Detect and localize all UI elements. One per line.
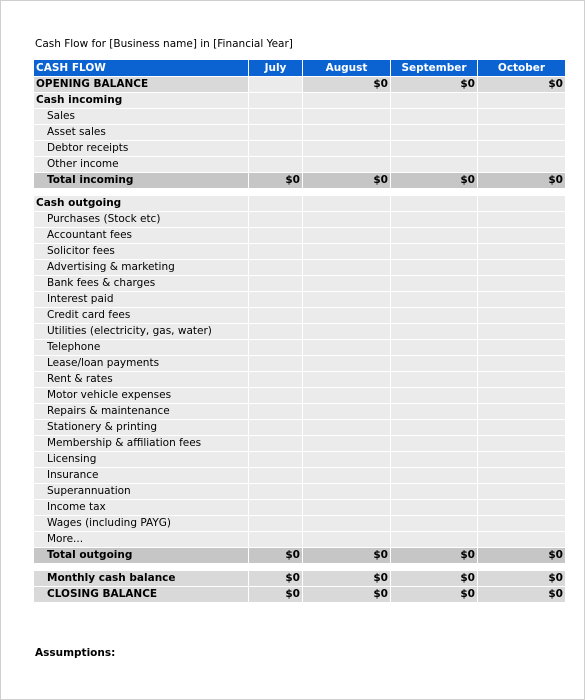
value-cell[interactable] — [249, 516, 303, 532]
incoming-heading: Cash incoming — [34, 93, 249, 109]
assumptions-label: Assumptions: — [35, 647, 116, 659]
month-header: September — [391, 60, 478, 77]
value-cell[interactable] — [391, 125, 478, 141]
value-cell[interactable] — [303, 340, 391, 356]
closing-row — [34, 587, 566, 603]
value-cell[interactable] — [303, 388, 391, 404]
value-cell[interactable] — [478, 468, 566, 484]
value-cell[interactable] — [391, 340, 478, 356]
value-cell[interactable] — [391, 420, 478, 436]
value-cell[interactable] — [303, 500, 391, 516]
monthly-cell[interactable]: $0 — [391, 571, 478, 587]
value-cell[interactable] — [391, 212, 478, 228]
line-item-label: Insurance — [34, 468, 249, 484]
value-cell[interactable] — [303, 356, 391, 372]
value-cell[interactable] — [391, 228, 478, 244]
blank-cell[interactable] — [391, 93, 478, 109]
line-item-label: Income tax — [34, 500, 249, 516]
total-cell[interactable]: $0 — [249, 173, 303, 189]
value-cell[interactable] — [249, 125, 303, 141]
value-cell[interactable] — [249, 404, 303, 420]
value-cell[interactable] — [249, 324, 303, 340]
outgoing-total-row — [34, 548, 566, 564]
line-item-row — [34, 212, 566, 228]
spacer-cell — [34, 564, 249, 571]
value-cell[interactable] — [478, 532, 566, 548]
value-cell[interactable] — [249, 228, 303, 244]
value-cell[interactable] — [249, 260, 303, 276]
value-cell[interactable] — [478, 340, 566, 356]
value-cell[interactable] — [478, 372, 566, 388]
value-cell[interactable] — [303, 141, 391, 157]
month-header: October — [478, 60, 566, 77]
line-item-label: Utilities (electricity, gas, water) — [34, 324, 249, 340]
header-row — [34, 60, 566, 77]
line-item-row — [34, 276, 566, 292]
value-cell[interactable] — [391, 452, 478, 468]
value-cell[interactable] — [303, 324, 391, 340]
value-cell[interactable] — [249, 420, 303, 436]
line-item-label: Lease/loan payments — [34, 356, 249, 372]
outgoing-heading-row — [34, 196, 566, 212]
value-cell[interactable] — [303, 228, 391, 244]
spacer-row — [34, 564, 566, 571]
line-item-row — [34, 324, 566, 340]
value-cell[interactable] — [478, 324, 566, 340]
monthly-cell[interactable]: $0 — [478, 571, 566, 587]
total-cell[interactable]: $0 — [303, 173, 391, 189]
value-cell[interactable] — [249, 292, 303, 308]
line-item-row — [34, 388, 566, 404]
opening-balance-label: OPENING BALANCE — [34, 77, 249, 93]
spacer-cell — [478, 564, 566, 571]
closing-label: CLOSING BALANCE — [34, 587, 249, 603]
value-cell[interactable] — [478, 228, 566, 244]
value-cell[interactable] — [303, 516, 391, 532]
value-cell[interactable] — [249, 500, 303, 516]
closing-cell[interactable]: $0 — [249, 587, 303, 603]
value-cell[interactable] — [303, 452, 391, 468]
value-cell[interactable] — [391, 500, 478, 516]
value-cell[interactable] — [478, 157, 566, 173]
closing-cell[interactable]: $0 — [478, 587, 566, 603]
value-cell[interactable] — [391, 324, 478, 340]
value-cell[interactable] — [391, 308, 478, 324]
closing-cell[interactable]: $0 — [303, 587, 391, 603]
spacer-cell — [34, 189, 249, 196]
value-cell[interactable] — [391, 292, 478, 308]
value-cell[interactable] — [478, 141, 566, 157]
total-cell[interactable]: $0 — [391, 173, 478, 189]
line-item-row — [34, 436, 566, 452]
line-item-row — [34, 356, 566, 372]
value-cell[interactable] — [303, 404, 391, 420]
line-item-label: Telephone — [34, 340, 249, 356]
monthly-cell[interactable]: $0 — [303, 571, 391, 587]
monthly-label: Monthly cash balance — [34, 571, 249, 587]
value-cell[interactable] — [391, 388, 478, 404]
value-cell[interactable] — [478, 212, 566, 228]
value-cell[interactable] — [478, 292, 566, 308]
value-cell[interactable] — [303, 468, 391, 484]
value-cell[interactable] — [391, 372, 478, 388]
line-item-label: Membership & affiliation fees — [34, 436, 249, 452]
value-cell[interactable] — [391, 141, 478, 157]
line-item-row — [34, 372, 566, 388]
value-cell[interactable] — [303, 484, 391, 500]
blank-cell[interactable] — [303, 93, 391, 109]
line-item-row — [34, 157, 566, 173]
line-item-label: Advertising & marketing — [34, 260, 249, 276]
value-cell[interactable] — [478, 244, 566, 260]
value-cell[interactable] — [478, 516, 566, 532]
value-cell[interactable] — [391, 260, 478, 276]
line-item-label: Credit card fees — [34, 308, 249, 324]
line-item-row — [34, 468, 566, 484]
line-item-row — [34, 484, 566, 500]
total-cell[interactable]: $0 — [478, 173, 566, 189]
spacer-cell — [391, 189, 478, 196]
line-item-row — [34, 420, 566, 436]
line-item-row — [34, 452, 566, 468]
blank-cell[interactable] — [391, 196, 478, 212]
value-cell[interactable] — [478, 276, 566, 292]
value-cell[interactable] — [391, 532, 478, 548]
total-cell[interactable]: $0 — [249, 548, 303, 564]
monthly-row — [34, 571, 566, 587]
line-item-label: Debtor receipts — [34, 141, 249, 157]
blank-cell[interactable] — [249, 93, 303, 109]
spacer-cell — [303, 189, 391, 196]
value-cell[interactable] — [303, 109, 391, 125]
value-cell[interactable] — [478, 404, 566, 420]
value-cell[interactable] — [303, 125, 391, 141]
line-item-row — [34, 228, 566, 244]
value-cell[interactable] — [249, 157, 303, 173]
value-cell[interactable] — [391, 404, 478, 420]
value-cell[interactable] — [391, 436, 478, 452]
line-item-row — [34, 532, 566, 548]
value-cell[interactable] — [249, 308, 303, 324]
value-cell[interactable] — [303, 436, 391, 452]
line-item-label: Licensing — [34, 452, 249, 468]
line-item-label: Solicitor fees — [34, 244, 249, 260]
month-header: August — [303, 60, 391, 77]
value-cell[interactable] — [391, 468, 478, 484]
line-item-label: Repairs & maintenance — [34, 404, 249, 420]
value-cell[interactable] — [303, 260, 391, 276]
line-item-label: More... — [34, 532, 249, 548]
monthly-cell[interactable]: $0 — [249, 571, 303, 587]
blank-cell[interactable] — [478, 196, 566, 212]
incoming-heading-row — [34, 93, 566, 109]
month-header: July — [249, 60, 303, 77]
line-item-label: Accountant fees — [34, 228, 249, 244]
line-item-label: Wages (including PAYG) — [34, 516, 249, 532]
line-item-label: Interest paid — [34, 292, 249, 308]
line-item-row — [34, 109, 566, 125]
line-item-row — [34, 500, 566, 516]
total-cell[interactable]: $0 — [478, 548, 566, 564]
line-item-label: Other income — [34, 157, 249, 173]
opening-balance-cell[interactable]: $0 — [303, 77, 391, 93]
value-cell[interactable] — [391, 109, 478, 125]
value-cell[interactable] — [478, 308, 566, 324]
cash-flow-table — [33, 59, 566, 603]
value-cell[interactable] — [303, 372, 391, 388]
value-cell[interactable] — [303, 276, 391, 292]
closing-cell[interactable]: $0 — [391, 587, 478, 603]
opening-balance-cell[interactable] — [249, 77, 303, 93]
value-cell[interactable] — [478, 436, 566, 452]
value-cell[interactable] — [478, 452, 566, 468]
value-cell[interactable] — [303, 308, 391, 324]
value-cell[interactable] — [249, 388, 303, 404]
value-cell[interactable] — [303, 420, 391, 436]
value-cell[interactable] — [478, 109, 566, 125]
total-cell[interactable]: $0 — [303, 548, 391, 564]
value-cell[interactable] — [249, 484, 303, 500]
value-cell[interactable] — [303, 157, 391, 173]
value-cell[interactable] — [391, 157, 478, 173]
value-cell[interactable] — [303, 292, 391, 308]
value-cell[interactable] — [478, 356, 566, 372]
line-item-label: Motor vehicle expenses — [34, 388, 249, 404]
value-cell[interactable] — [303, 244, 391, 260]
incoming-total-label: Total incoming — [34, 173, 249, 189]
value-cell[interactable] — [391, 484, 478, 500]
line-item-row — [34, 125, 566, 141]
value-cell[interactable] — [478, 125, 566, 141]
value-cell[interactable] — [478, 484, 566, 500]
value-cell[interactable] — [249, 436, 303, 452]
line-item-row — [34, 141, 566, 157]
spacer-cell — [391, 564, 478, 571]
line-item-row — [34, 244, 566, 260]
outgoing-total-label: Total outgoing — [34, 548, 249, 564]
outgoing-heading: Cash outgoing — [34, 196, 249, 212]
total-cell[interactable]: $0 — [391, 548, 478, 564]
line-item-row — [34, 340, 566, 356]
line-item-label: Rent & rates — [34, 372, 249, 388]
line-item-row — [34, 404, 566, 420]
line-item-label: Asset sales — [34, 125, 249, 141]
value-cell[interactable] — [478, 388, 566, 404]
value-cell[interactable] — [249, 356, 303, 372]
value-cell[interactable] — [478, 260, 566, 276]
document-title: Cash Flow for [Business name] in [Financial Year] — [35, 38, 293, 50]
value-cell[interactable] — [478, 500, 566, 516]
value-cell[interactable] — [249, 141, 303, 157]
spacer-cell — [303, 564, 391, 571]
value-cell[interactable] — [391, 356, 478, 372]
blank-cell[interactable] — [478, 93, 566, 109]
line-item-row — [34, 308, 566, 324]
line-item-label: Stationery & printing — [34, 420, 249, 436]
value-cell[interactable] — [478, 420, 566, 436]
value-cell[interactable] — [391, 244, 478, 260]
blank-cell[interactable] — [249, 196, 303, 212]
spacer-row — [34, 189, 566, 196]
value-cell[interactable] — [391, 276, 478, 292]
spacer-cell — [478, 189, 566, 196]
value-cell[interactable] — [249, 532, 303, 548]
opening-balance-cell[interactable]: $0 — [478, 77, 566, 93]
spacer-cell — [249, 189, 303, 196]
line-item-row — [34, 260, 566, 276]
incoming-total-row — [34, 173, 566, 189]
value-cell[interactable] — [249, 244, 303, 260]
line-item-row — [34, 292, 566, 308]
value-cell[interactable] — [303, 212, 391, 228]
line-item-label: Purchases (Stock etc) — [34, 212, 249, 228]
line-item-label: Sales — [34, 109, 249, 125]
value-cell[interactable] — [249, 372, 303, 388]
line-item-label: Bank fees & charges — [34, 276, 249, 292]
value-cell[interactable] — [391, 516, 478, 532]
value-cell[interactable] — [249, 276, 303, 292]
value-cell[interactable] — [249, 109, 303, 125]
line-item-row — [34, 516, 566, 532]
line-item-label: Superannuation — [34, 484, 249, 500]
value-cell[interactable] — [249, 340, 303, 356]
value-cell[interactable] — [249, 468, 303, 484]
value-cell[interactable] — [249, 452, 303, 468]
opening-balance-row — [34, 77, 566, 93]
blank-cell[interactable] — [303, 196, 391, 212]
opening-balance-cell[interactable]: $0 — [391, 77, 478, 93]
value-cell[interactable] — [249, 212, 303, 228]
value-cell[interactable] — [303, 532, 391, 548]
spacer-cell — [249, 564, 303, 571]
header-label: CASH FLOW — [34, 60, 249, 77]
